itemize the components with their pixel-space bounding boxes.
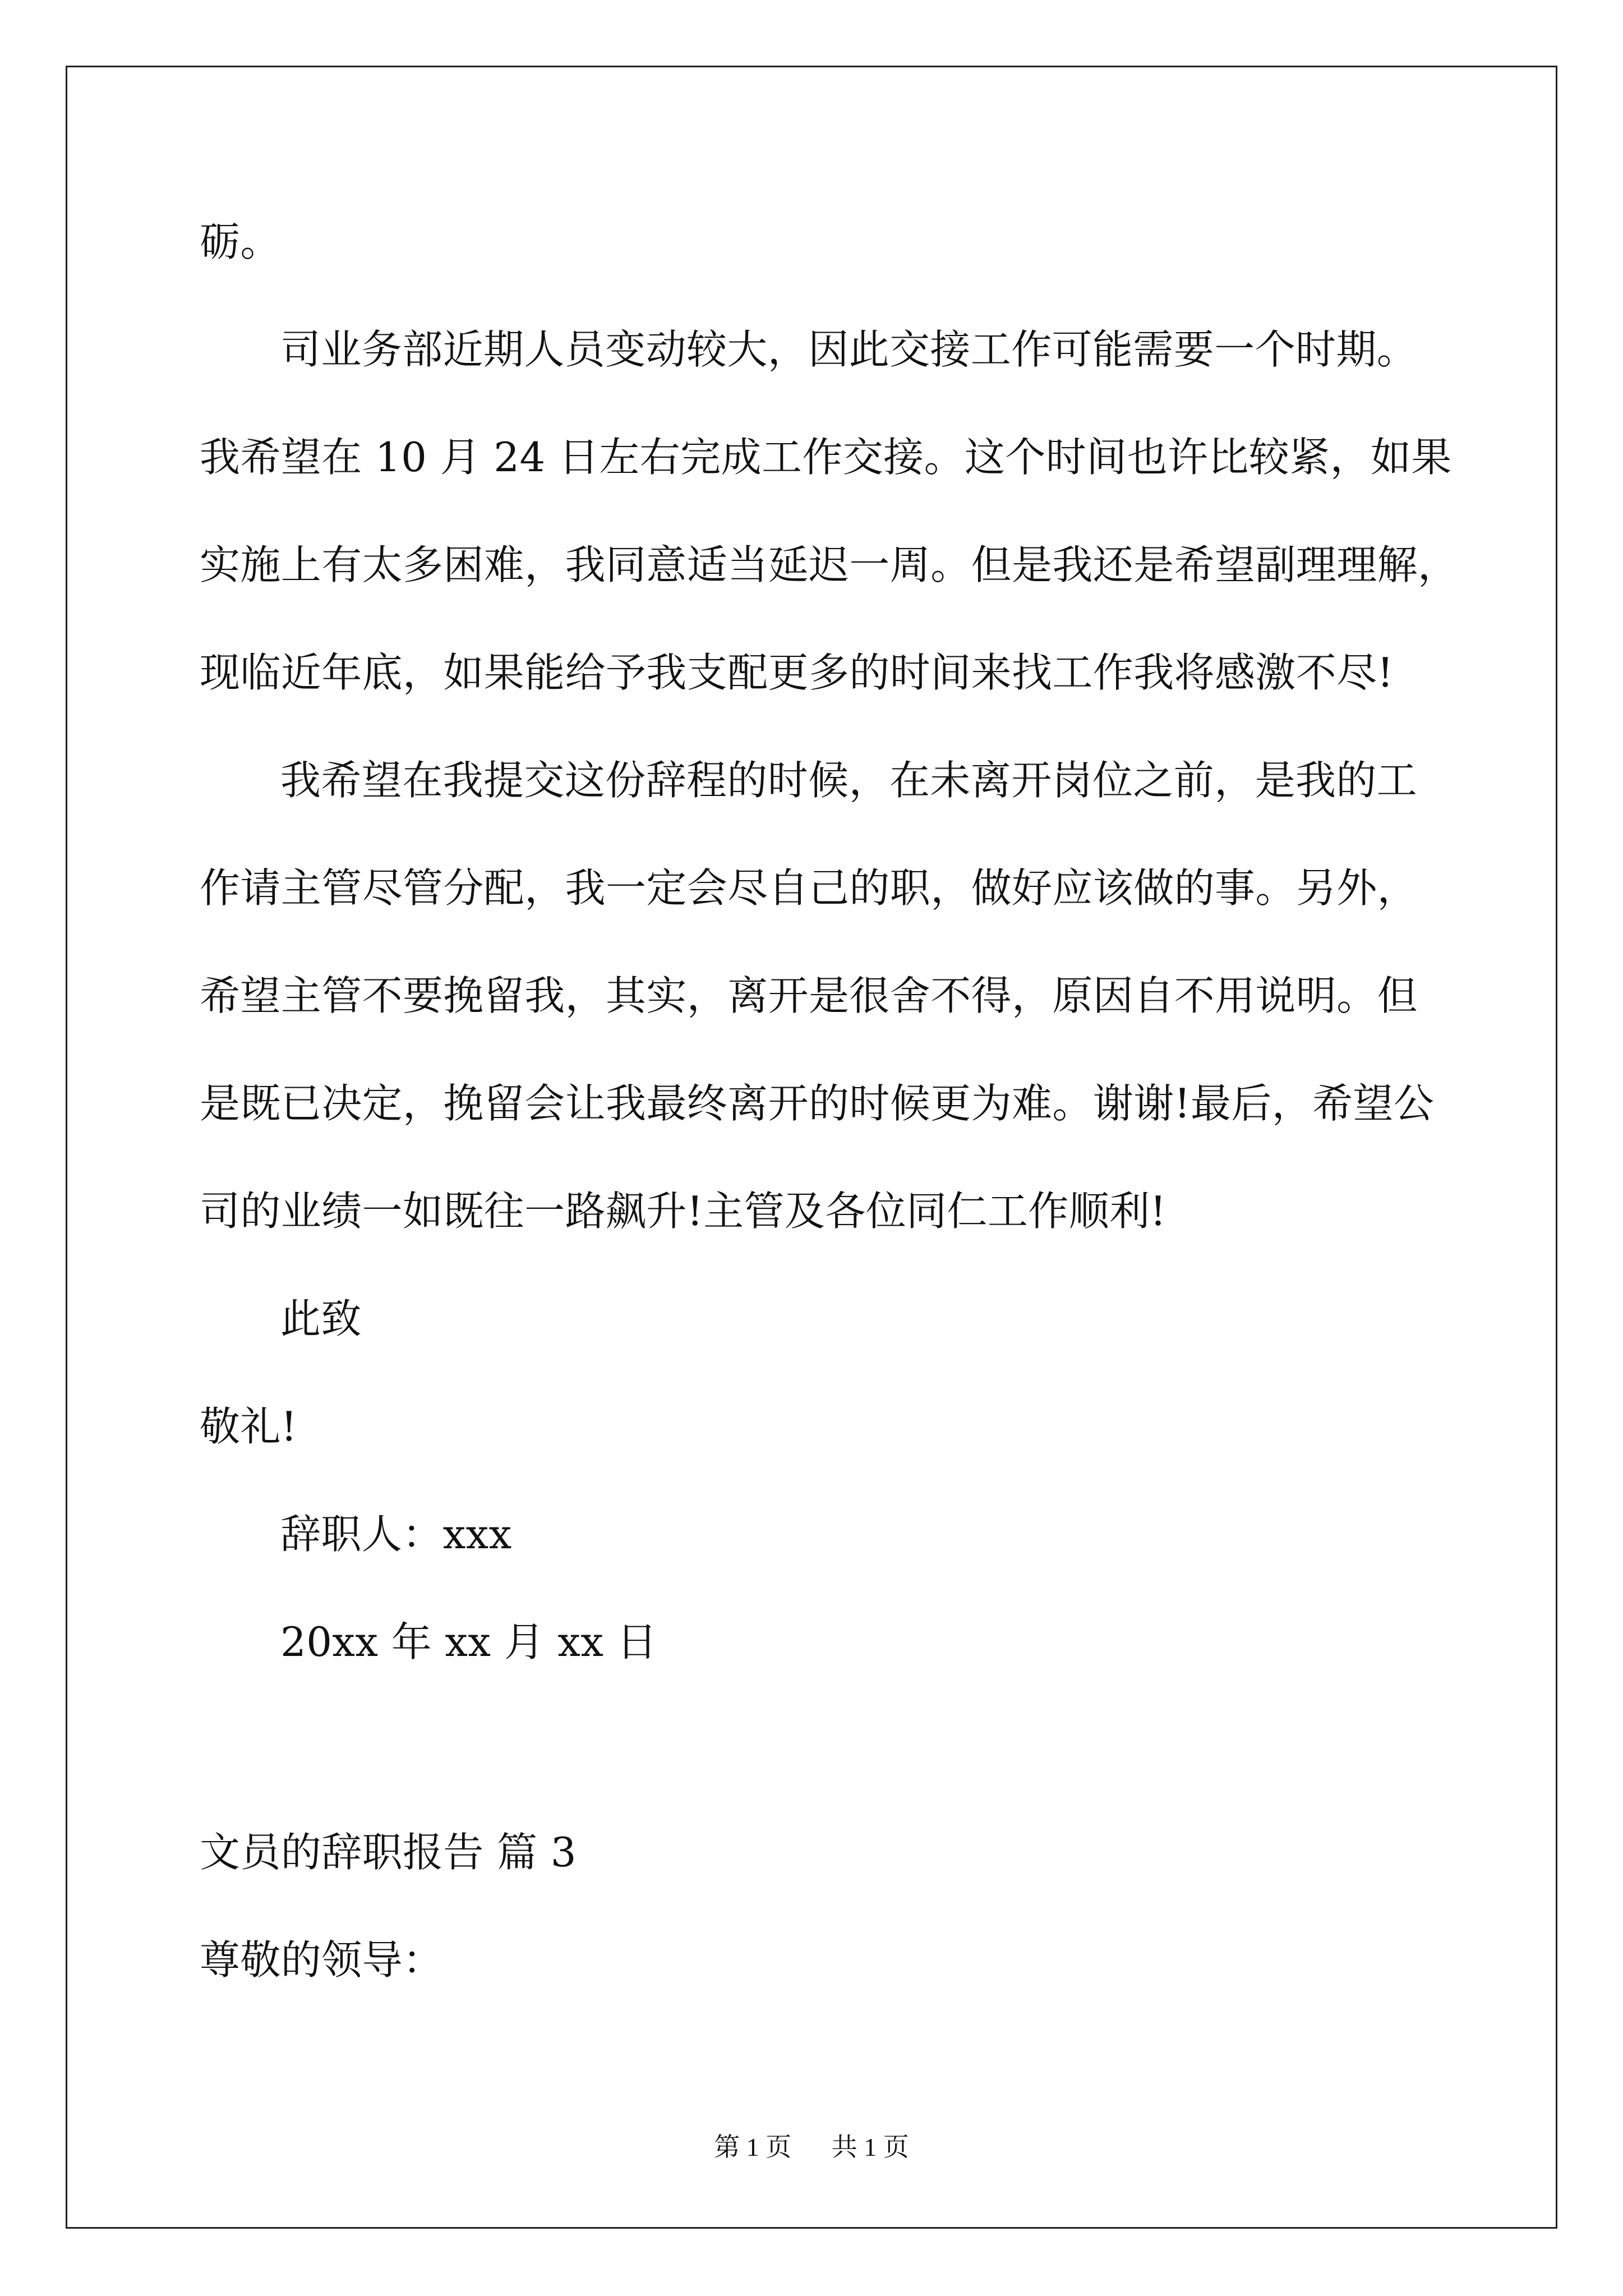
text-line: 现临近年底，如果能给予我支配更多的时间来找工作我将感激不尽!	[200, 649, 1394, 696]
text-line: 我希望在 10 月 24 日左右完成工作交接。这个时间也许比较紧，如果	[200, 434, 1452, 481]
text-line: 希望主管不要挽留我，其实，离开是很舍不得，原因自不用说明。但	[200, 972, 1418, 1019]
closing-salutation: 此致	[280, 1295, 362, 1342]
section-heading: 文员的辞职报告 篇 3	[200, 1829, 577, 1876]
text-line: 是既已决定，挽留会让我最终离开的时候更为难。谢谢!最后，希望公	[200, 1080, 1435, 1127]
text-line-paragraph-start: 司业务部近期人员变动较大，因此交接工作可能需要一个时期。	[280, 326, 1418, 373]
signature-date: 20xx 年 xx 月 xx 日	[280, 1618, 658, 1665]
closing-regards: 敬礼!	[200, 1403, 298, 1450]
page-total: 共 1 页	[831, 2133, 909, 2161]
signature-name: 辞职人：xxx	[280, 1511, 512, 1558]
text-line-continuation: 砺。	[200, 218, 281, 265]
letter-greeting: 尊敬的领导：	[200, 1936, 444, 1984]
page-number: 第 1 页	[714, 2133, 792, 2161]
text-line: 作请主管尽管分配，我一定会尽自己的职，做好应该做的事。另外，	[200, 864, 1418, 912]
text-line: 实施上有太多困难，我同意适当延迟一周。但是我还是希望副理理解，	[200, 541, 1459, 588]
page-footer	[0, 2131, 1623, 2164]
text-line: 司的业绩一如既往一路飙升!主管及各位同仁工作顺利!	[200, 1188, 1166, 1235]
page-border	[66, 66, 1557, 2229]
text-line-paragraph-start: 我希望在我提交这份辞程的时候，在未离开岗位之前，是我的工	[280, 757, 1418, 804]
